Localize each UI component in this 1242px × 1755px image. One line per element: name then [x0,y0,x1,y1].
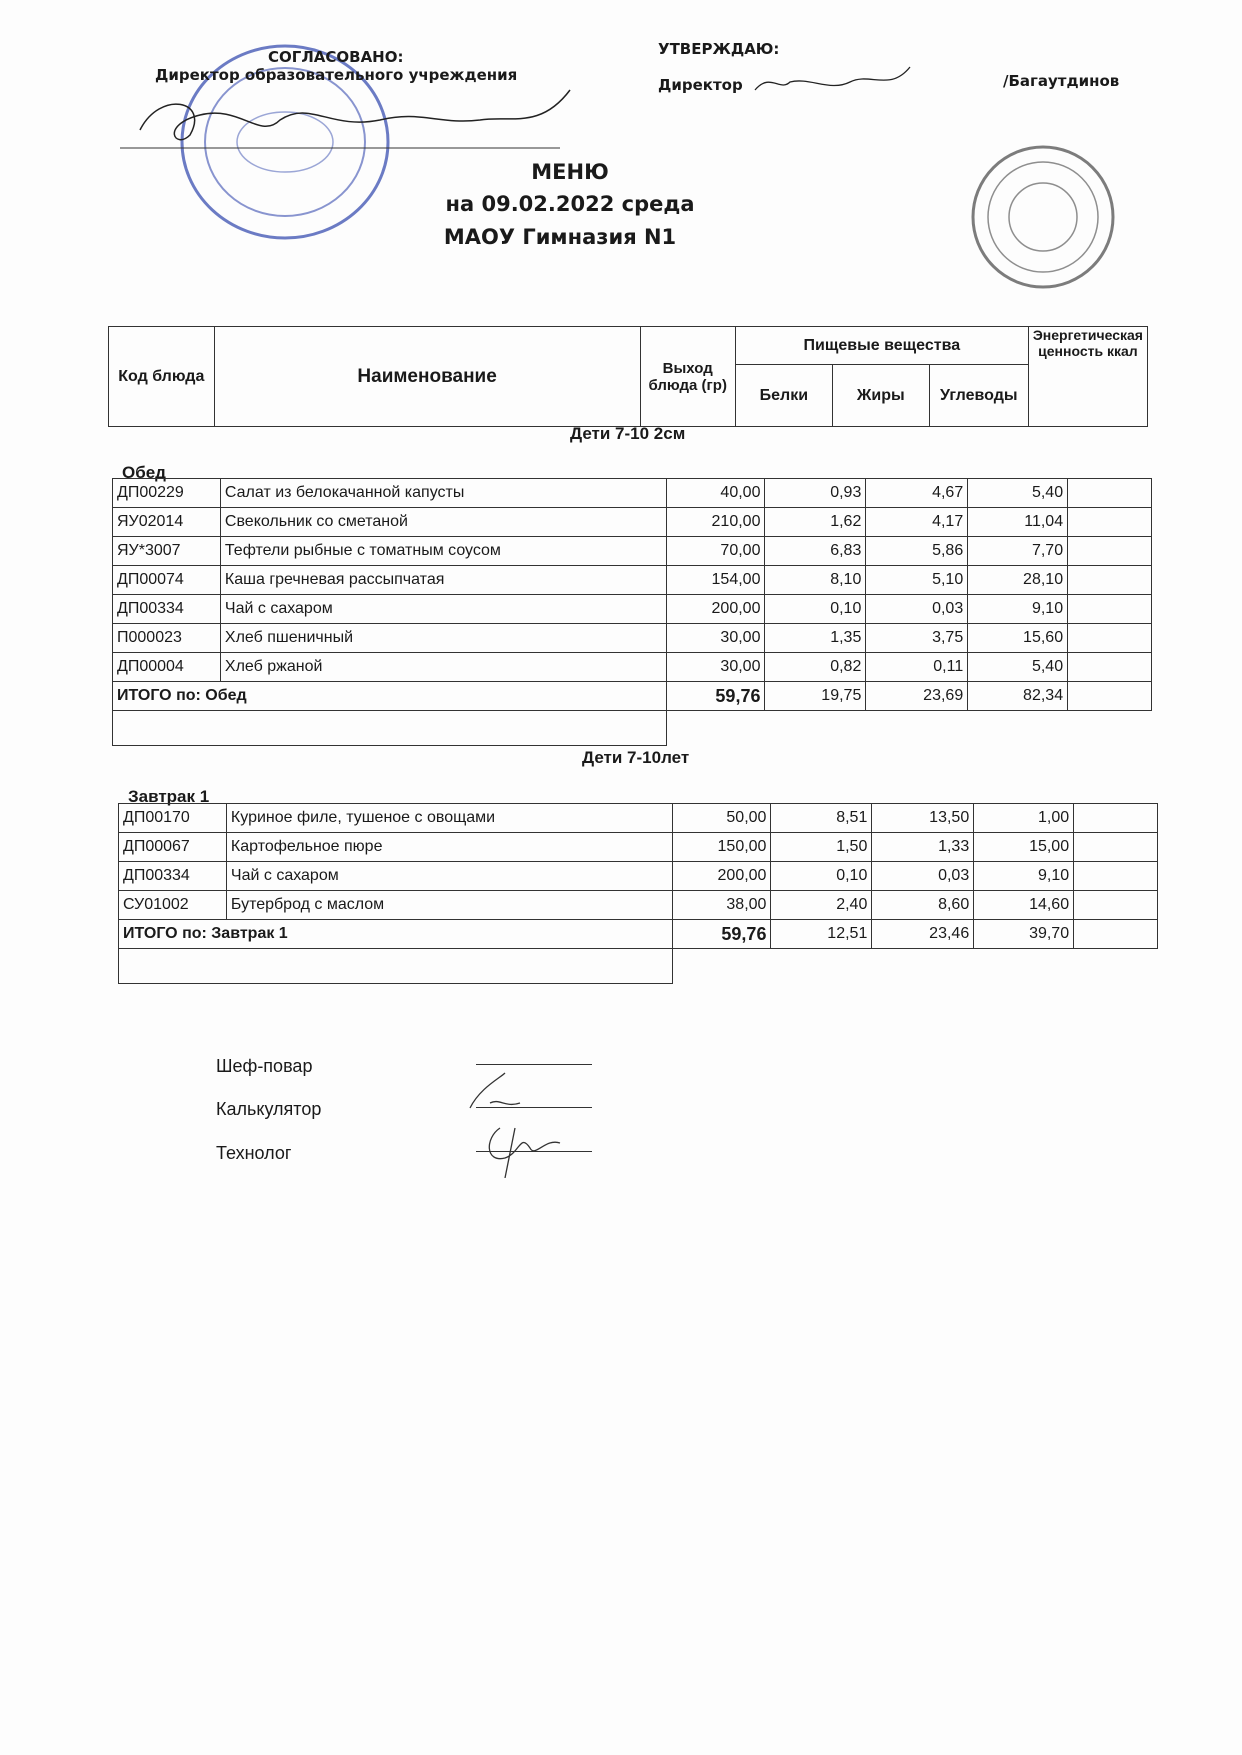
total-row [119,920,1158,949]
dish-energy [1074,804,1158,833]
dish-fat: 4,17 [866,508,968,537]
dish-output: 50,00 [672,804,771,833]
doc-date: на 09.02.2022 среда [445,192,695,216]
empty-cell [666,711,1151,746]
dish-energy [1068,508,1152,537]
dish-name: Каша гречневая рассыпчатая [220,566,666,595]
dish-energy [1068,624,1152,653]
dish-code: ДП00074 [113,566,221,595]
dish-name: Свекольник со сметаной [220,508,666,537]
empty-cell [672,949,1157,984]
group-label: Дети 7-10лет [582,748,690,767]
dish-output: 200,00 [666,595,765,624]
dish-code: ДП00334 [113,595,221,624]
table-row [113,653,1152,682]
header-output: Выход блюда (гр) [640,327,735,427]
table-row [113,479,1152,508]
doc-school: МАОУ Гимназия N1 [443,225,677,249]
dish-fat: 0,03 [866,595,968,624]
approval-right-position: Директор [658,76,743,94]
chef-label: Шеф-повар [216,1056,313,1076]
table-row [119,804,1158,833]
official-stamp-icon [968,142,1118,292]
dish-output: 38,00 [672,891,771,920]
total-carbs: 39,70 [974,920,1074,949]
dish-code: П000023 [113,624,221,653]
dish-protein: 1,62 [765,508,866,537]
table-row [113,566,1152,595]
total-protein: 12,51 [771,920,872,949]
dish-code: ДП00067 [119,833,227,862]
dish-energy [1074,862,1158,891]
empty-cell [113,711,667,746]
dish-fat: 0,11 [866,653,968,682]
dish-code: ЯУ02014 [113,508,221,537]
dish-carbs: 9,10 [968,595,1068,624]
total-label: ИТОГО по: Обед [113,682,667,711]
dish-carbs: 9,10 [974,862,1074,891]
dish-fat: 3,75 [866,624,968,653]
table-row [119,833,1158,862]
dish-code: ДП00004 [113,653,221,682]
header-name: Наименование [214,327,640,427]
dish-name: Чай с сахаром [226,862,672,891]
total-energy [1068,682,1152,711]
total-energy [1074,920,1158,949]
dish-carbs: 28,10 [968,566,1068,595]
dish-name: Чай с сахаром [220,595,666,624]
approval-left-position: Директор образовательного учреждения [155,66,518,84]
table-header [108,326,1148,427]
total-carbs: 82,34 [968,682,1068,711]
dish-code: ДП00170 [119,804,227,833]
dish-name: Тефтели рыбные с томатным соусом [220,537,666,566]
total-row [113,682,1152,711]
empty-cell [119,949,673,984]
dish-output: 30,00 [666,624,765,653]
table-row [113,508,1152,537]
dish-energy [1068,653,1152,682]
dish-carbs: 5,40 [968,479,1068,508]
dish-fat: 4,67 [866,479,968,508]
approval-right-name: /Багаутдинов [1003,72,1120,90]
header-fat: Жиры [832,365,929,427]
table-row [113,595,1152,624]
dish-energy [1074,891,1158,920]
dish-protein: 1,35 [765,624,866,653]
dish-energy [1068,537,1152,566]
technologist-label: Технолог [216,1143,292,1163]
doc-title: МЕНЮ [531,160,609,184]
dish-output: 210,00 [666,508,765,537]
dish-protein: 6,83 [765,537,866,566]
dish-name: Хлеб пшеничный [220,624,666,653]
director-signature-right [750,62,920,102]
dish-protein: 0,82 [765,653,866,682]
total-output: 59,76 [666,682,765,711]
dish-output: 200,00 [672,862,771,891]
header-nutrients: Пищевые вещества [735,327,1028,365]
dish-energy [1068,595,1152,624]
menu-table-breakfast [118,803,1158,984]
dish-protein: 0,93 [765,479,866,508]
dish-carbs: 11,04 [968,508,1068,537]
calculator-label: Калькулятор [216,1099,322,1119]
dish-protein: 0,10 [765,595,866,624]
meal-label: Завтрак 1 [128,787,210,806]
total-fat: 23,46 [872,920,974,949]
table-row [119,891,1158,920]
dish-output: 154,00 [666,566,765,595]
dish-fat: 1,33 [872,833,974,862]
approval-left-heading: СОГЛАСОВАНО: [268,48,404,66]
director-signature-left [120,80,580,155]
approval-right-heading: УТВЕРЖДАЮ: [658,40,780,58]
dish-protein: 2,40 [771,891,872,920]
dish-output: 70,00 [666,537,765,566]
header-carbs: Углеводы [929,365,1028,427]
dish-carbs: 14,60 [974,891,1074,920]
dish-code: ДП00334 [119,862,227,891]
dish-carbs: 7,70 [968,537,1068,566]
dish-name: Салат из белокачанной капусты [220,479,666,508]
table-row [113,624,1152,653]
dish-carbs: 1,00 [974,804,1074,833]
dish-fat: 13,50 [872,804,974,833]
dish-code: СУ01002 [119,891,227,920]
dish-name: Куриное филе, тушеное с овощами [226,804,672,833]
dish-output: 30,00 [666,653,765,682]
dish-name: Картофельное пюре [226,833,672,862]
dish-code: ЯУ*3007 [113,537,221,566]
dish-output: 40,00 [666,479,765,508]
dish-code: ДП00229 [113,479,221,508]
dish-energy [1068,566,1152,595]
dish-carbs: 5,40 [968,653,1068,682]
dish-name: Хлеб ржаной [220,653,666,682]
total-fat: 23,69 [866,682,968,711]
header-energy: Энергетическая ценность ккал [1028,327,1147,427]
dish-fat: 5,86 [866,537,968,566]
dish-protein: 1,50 [771,833,872,862]
dish-carbs: 15,60 [968,624,1068,653]
dish-energy [1068,479,1152,508]
meal-label: Обед [122,463,166,482]
header-protein: Белки [735,365,832,427]
dish-protein: 0,10 [771,862,872,891]
dish-energy [1074,833,1158,862]
staff-signatures [460,1068,570,1178]
group-label: Дети 7-10 2см [570,424,686,443]
total-output: 59,76 [672,920,771,949]
dish-carbs: 15,00 [974,833,1074,862]
empty-row [113,711,1152,746]
dish-fat: 5,10 [866,566,968,595]
dish-protein: 8,51 [771,804,872,833]
dish-fat: 0,03 [872,862,974,891]
table-row [113,537,1152,566]
empty-row [119,949,1158,984]
header-code: Код блюда [109,327,215,427]
dish-name: Бутерброд с маслом [226,891,672,920]
total-label: ИТОГО по: Завтрак 1 [119,920,673,949]
total-protein: 19,75 [765,682,866,711]
dish-output: 150,00 [672,833,771,862]
dish-protein: 8,10 [765,566,866,595]
dish-fat: 8,60 [872,891,974,920]
table-row [119,862,1158,891]
menu-table-obed [112,478,1152,746]
